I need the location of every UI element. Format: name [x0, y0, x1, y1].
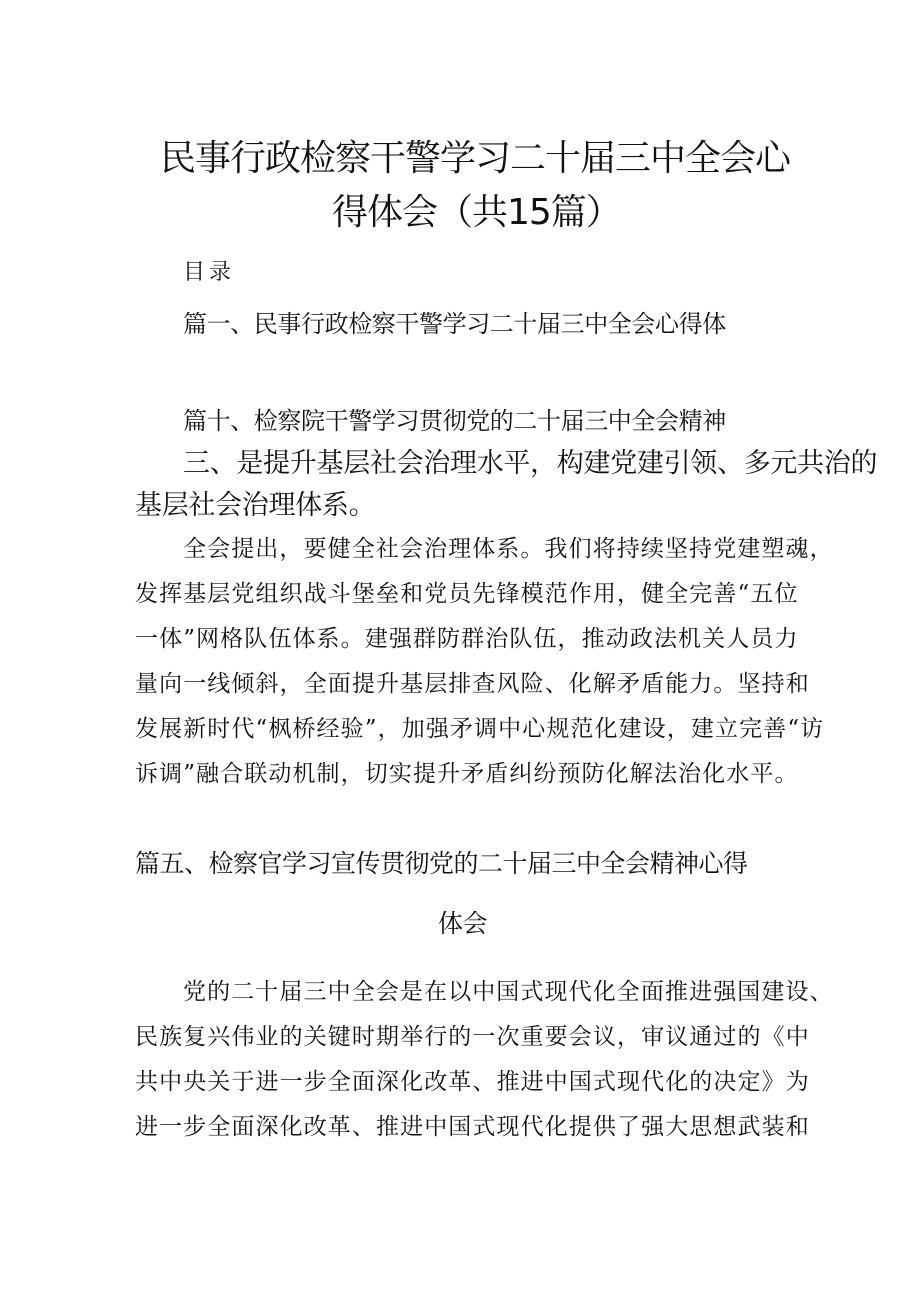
toc-item-10: 篇十、检察院干警学习贯彻党的二十届三中全会精神	[183, 407, 726, 435]
part-five-heading-line-2: 体会	[438, 909, 488, 938]
paragraph-line: 进一步全面深化改革、推进中国式现代化提供了强大思想武装和	[135, 1114, 810, 1140]
paragraph-line: 诉调”融合联动机制，切实提升矛盾纠纷预防化解法治化水平。	[135, 761, 799, 787]
paragraph-line: 共中央关于进一步全面深化改革、推进中国式现代化的决定》为	[135, 1069, 810, 1095]
section-three-heading-line-1: 三、是提升基层社会治理水平，构建党建引领、多元共治的	[183, 448, 878, 479]
paragraph-line: 全会提出，要健全社会治理体系。我们将持续坚持党建塑魂，	[183, 536, 834, 562]
part-five-heading-line-1: 篇五、检察官学习宣传贯彻党的二十届三中全会精神心得	[135, 849, 748, 878]
paragraph-third-plenum-intro	[135, 979, 834, 1161]
paragraph-line: 发挥基层党组织战斗堡垒和党员先锋模范作用，健全完善“五位	[135, 581, 799, 607]
toc-item-1: 篇一、民事行政检察干警学习二十届三中全会心得体	[183, 310, 726, 338]
section-three-heading-line-2: 基层社会治理体系。	[135, 490, 376, 521]
paragraph-line: 量向一线倾斜，全面提升基层排查风险、化解矛盾能力。坚持和	[135, 671, 810, 697]
paragraph-social-governance	[135, 536, 834, 808]
document-title-line-1: 民事行政检察干警学习二十届三中全会心	[160, 138, 791, 179]
paragraph-line: 党的二十届三中全会是在以中国式现代化全面推进强国建设、	[183, 979, 834, 1005]
paragraph-line: 发展新时代“枫桥经验”，加强矛调中心规范化建设，建立完善“访	[135, 716, 825, 742]
paragraph-line: 一体”网格队伍体系。建强群防群治队伍，推动政法机关人员力	[135, 626, 799, 652]
toc-label: 目录	[183, 260, 236, 285]
document-title-line-2: 得体会（共15篇）	[332, 192, 621, 233]
paragraph-line: 民族复兴伟业的关键时期举行的一次重要会议，审议通过的《中	[135, 1024, 810, 1050]
